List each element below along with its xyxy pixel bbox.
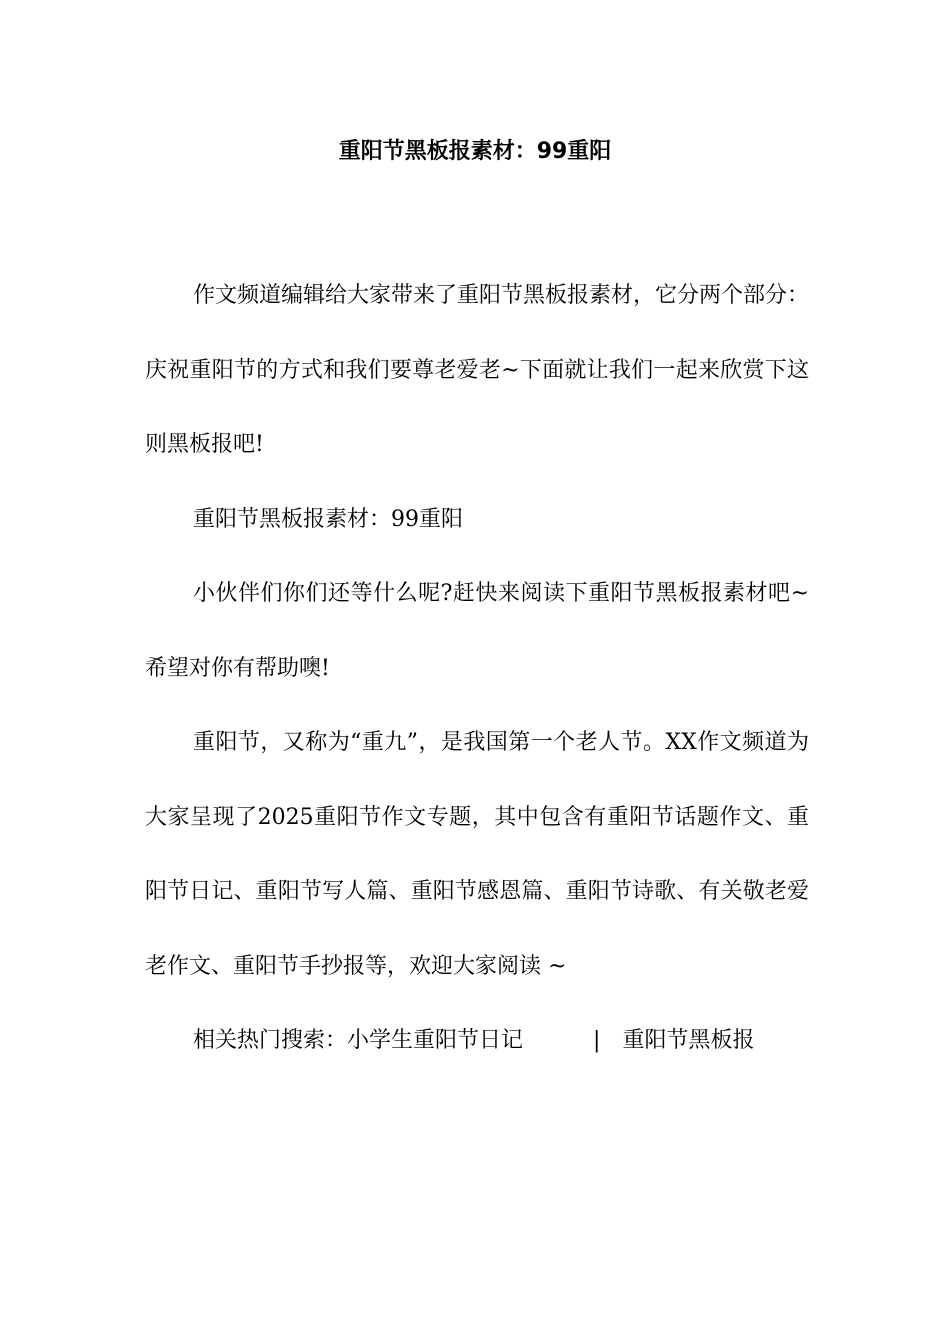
description-paragraph: 重阳节，又称为“重九”，是我国第一个老人节。XX作文频道为大家呈现了2025重阳节作文专题，其中包含有重阳节话题作文、重阳节日记、重阳节写人篇、重阳节感恩篇、重阳节诗歌、有关敬老爱老作文、重阳节手抄报等，欢迎大家阅读 ~: [145, 730, 809, 979]
document-body: [145, 259, 809, 1079]
related-separator: |: [593, 1028, 601, 1053]
subtitle-paragraph: 重阳节黑板报素材：99重阳: [193, 506, 463, 532]
related-link-blackboard[interactable]: 重阳节黑板报: [622, 1028, 755, 1053]
related-label: 相关热门搜索：: [193, 1028, 348, 1053]
related-link-diary[interactable]: 小学生重阳节日记: [347, 1028, 524, 1053]
invite-paragraph: 小伙伴们你们还等什么呢?赶快来阅读下重阳节黑板报素材吧~希望对你有帮助噢!: [145, 581, 809, 681]
intro-paragraph: 作文频道编辑给大家带来了重阳节黑板报素材，它分两个部分：庆祝重阳节的方式和我们要尊老爱老~下面就让我们一起来欣赏下这则黑板报吧!: [145, 283, 810, 457]
document-title: 重阳节黑板报素材：99重阳: [338, 139, 612, 164]
related-searches: [145, 1004, 809, 1079]
